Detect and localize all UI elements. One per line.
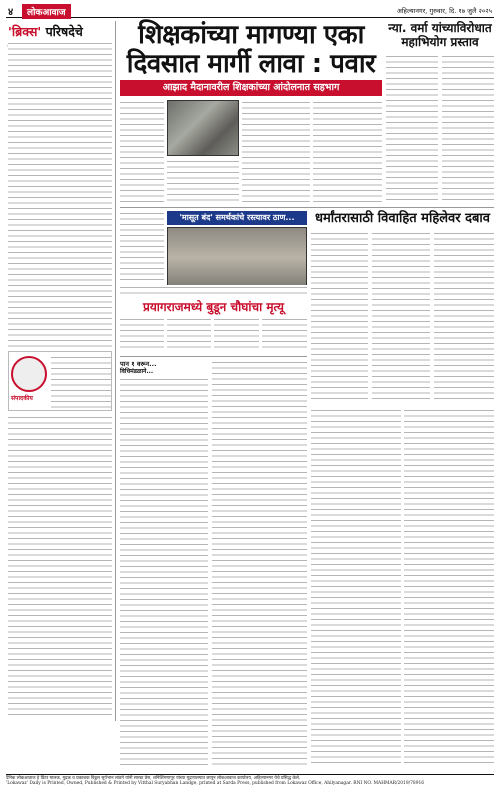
right-story-headline: न्या. वर्मा यांच्याविरोधात महाभियोग प्रस्ताव bbox=[388, 21, 492, 49]
continuation-subhead: पान १ वरून... bbox=[120, 360, 157, 368]
main-headline-line2: दिवसात मार्गी लावा : पवार bbox=[126, 49, 376, 79]
issue-date: अहिल्यानगर, गुरुवार, दि. १७ जुलै २०२५ bbox=[396, 7, 492, 15]
newspaper-page bbox=[6, 4, 494, 791]
continuation-col1 bbox=[120, 377, 208, 767]
main-body-col1 bbox=[120, 100, 164, 204]
imprint-footer bbox=[6, 774, 494, 791]
left-headline-rest: परिषदेचे bbox=[45, 24, 83, 39]
editorial-label: संपादकीय bbox=[11, 395, 33, 402]
imprint-line-english: 'Lokawaz' Daily is Printed, Owned, Published & Printed by Vitthal Suryabhan Landge, printed at Sarda Press, published from Lokawaz Office, Ahilyanagar. RNI NO. MAHMAR/2019/78916 bbox=[6, 781, 425, 787]
strip-photo-caption bbox=[120, 285, 307, 297]
newspaper-logo: लोकआवाज bbox=[22, 4, 71, 19]
continuation-subhead-2: विधिमंडळाने... bbox=[120, 368, 154, 375]
editorial-body-text bbox=[8, 415, 112, 715]
left-headline-quote: 'ब्रिक्स' bbox=[8, 24, 42, 39]
prayagraj-col3 bbox=[214, 317, 259, 352]
editorial-intro-text bbox=[51, 355, 111, 409]
left-column bbox=[6, 21, 116, 721]
main-body-col2 bbox=[167, 159, 239, 204]
editorial-box bbox=[8, 351, 112, 411]
prayagraj-col1 bbox=[120, 317, 164, 352]
prayagraj-col4 bbox=[262, 317, 307, 352]
dharmantar-col1 bbox=[311, 231, 368, 403]
dharmantar-col3 bbox=[434, 231, 494, 403]
main-headline-line1: शिक्षकांच्या मागण्या एका bbox=[138, 20, 364, 50]
page-number: ४ bbox=[8, 7, 14, 18]
right-story-col2 bbox=[442, 54, 494, 204]
strip-left-text bbox=[120, 211, 164, 281]
right-top-story bbox=[386, 21, 494, 49]
continuation-col2 bbox=[212, 360, 307, 767]
lower-divider bbox=[120, 356, 307, 357]
dharmantar-col2 bbox=[372, 231, 430, 403]
left-body-text bbox=[8, 41, 112, 347]
masthead bbox=[6, 4, 494, 18]
dharmantar-headline: धर्मांतरासाठी विवाहित महिलेवर दबाव bbox=[314, 211, 491, 226]
prayagraj-headline: प्रयागराजमध्ये बुडून चौघांचा मृत्यू bbox=[143, 300, 284, 314]
main-subheadline: आझाद मैदानावरील शिक्षकांच्या आंदोलनात सहभाग bbox=[120, 80, 382, 96]
main-body-col4 bbox=[313, 100, 382, 204]
continuation-col4 bbox=[404, 408, 494, 767]
continuation-col3 bbox=[311, 408, 401, 767]
strip-band-label: 'मासूत बंद' समर्थकांचे रस्त्यावर ठाण... bbox=[167, 211, 307, 225]
section-divider bbox=[120, 207, 494, 208]
main-body-col3 bbox=[242, 100, 310, 204]
editorial-logo-icon bbox=[11, 356, 47, 392]
main-headline-block bbox=[120, 21, 382, 79]
main-story-photo bbox=[167, 100, 239, 156]
imprint-line-marathi: दैनिक लोकआवाज हे प्रिंटर मालक, मुद्रक व प्रकाशक विठ्ठल सूर्यभान लांडगे यांनी सारडा प्रेस, शनिशिंगणापूर यांच्या मुद्रणालयात छापून लोकआवाज कार्यालय, अहिल्यानगर येथे प्रसिद्ध केले. bbox=[6, 776, 301, 781]
right-story-col1 bbox=[386, 54, 438, 204]
prayagraj-col2 bbox=[167, 317, 211, 352]
